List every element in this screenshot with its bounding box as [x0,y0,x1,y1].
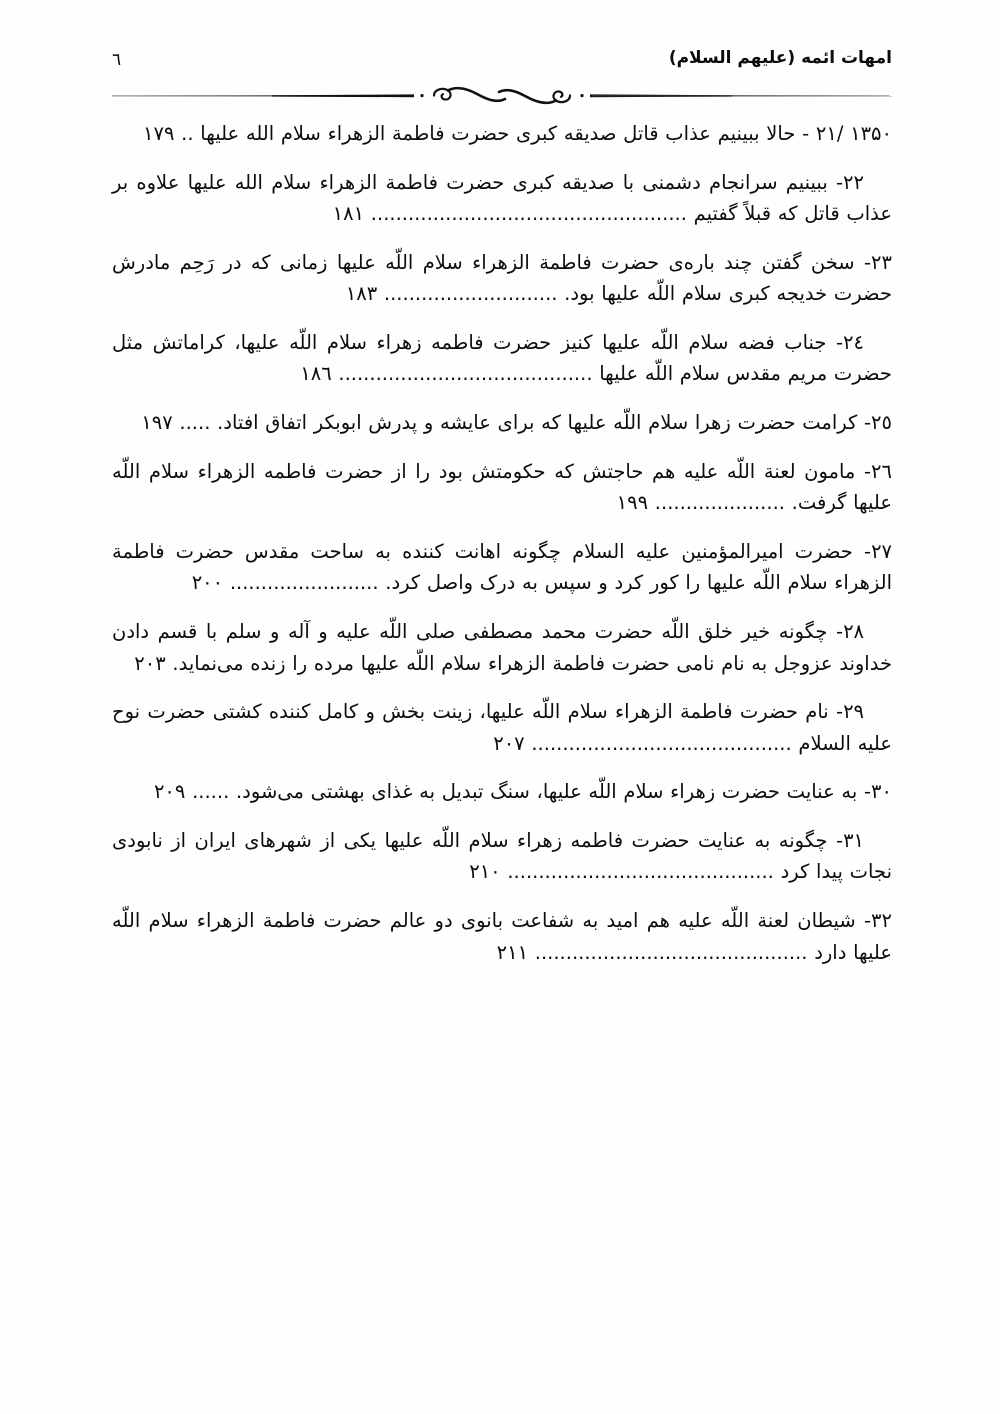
toc-dot-leader: ...... [192,780,230,804]
toc-dot-leader: ................................................... [370,202,687,226]
toc-entry-number: ۲٥- [864,411,892,435]
toc-page-number: ۱۹۷ [141,411,173,435]
toc-entry-title: شیطان لعنة اللّه علیه هم امید به شفاعت بانوی دو عالم حضرت فاطمة الزهراء سلام اللّه علیها دارد [112,908,892,964]
toc-entry[interactable] [112,905,892,968]
toc-entry[interactable] [112,118,892,150]
toc-entry-number: ۲۸- [836,619,865,643]
toc-entry-number: ۳۱- [836,828,865,852]
toc-page-number: ۲۰۰ [191,571,224,595]
toc-entry-number: ۲۷- [864,539,893,563]
toc-list [112,118,892,985]
toc-dot-leader: ..................... [654,491,785,515]
toc-dot-leader: .......................................... [531,731,792,755]
toc-entry-title: ببینیم سرانجام دشمنی با صدیقه کبری حضرت فاطمة الزهراء سلام الله علیها علاوه بر عذاب قاتل که قبلاً گفتیم [112,170,892,226]
toc-entry[interactable] [112,456,892,519]
toc-entry[interactable] [112,696,892,759]
toc-entry[interactable] [112,327,892,390]
toc-entry[interactable] [112,407,892,439]
toc-entry-number: ۲۹- [836,700,865,724]
toc-entry[interactable] [112,536,892,599]
toc-page-number: ۱۹۹ [616,491,649,515]
toc-entry-number: ۳۲- [864,908,892,932]
toc-entry-number: ۲۲- [836,170,864,194]
toc-entry-title: جناب فضه سلام اللّه علیها کنیز حضرت فاطمه زهراء سلام اللّه علیها، کراماتش مثل حضرت مریم مقدس سلام اللّه علیها [112,330,892,386]
toc-page-number: ۱۸۳ [345,282,378,306]
toc-entry-title: کرامت حضرت زهرا سلام اللّه علیها که برای عایشه و پدرش ابوبکر اتفاق افتاد. [217,411,858,435]
toc-dot-leader: .. [181,122,194,145]
toc-entry-title: حضرت امیرالمؤمنین علیه السلام چگونه اهانت کننده به ساحت مقدس حضرت فاطمة الزهراء سلام اللّه علیها را کور کرد و سپس به درک واصل کرد. [112,539,892,595]
toc-entry-number: ۲۳- [864,250,892,274]
toc-dot-leader: ............................................ [534,940,808,964]
toc-page-number: ۲۰۳ [134,651,166,675]
toc-entry-title: نام حضرت فاطمة الزهراء سلام اللّه علیها، زینت بخش و کامل کننده کشتی حضرت نوح علیه السلام [112,700,892,755]
toc-entry[interactable] [112,825,892,888]
toc-page-number: ۱۸٦ [300,362,332,386]
toc-entry-number: ۲٦- [864,459,892,483]
toc-dot-leader: ......................................... [338,362,593,386]
toc-page-number: ۱۷۹ [143,122,175,145]
toc-entry[interactable] [112,167,892,230]
toc-dot-leader: ........................................... [507,860,774,884]
toc-entry-number: ۱۳۵۰ /۲۱ - [802,122,892,145]
page-header [112,48,892,82]
ornamental-divider-icon [112,82,892,108]
toc-page-number: ۱۸۱ [332,202,365,226]
page-folio-number: ٦ [112,50,122,70]
toc-page-number: ۲۱۰ [469,860,501,884]
toc-entry[interactable] [112,776,892,808]
toc-entry-number: ۲٤- [836,330,864,354]
toc-page-number: ۲۱۱ [496,940,529,964]
toc-page-number: ۲۰۷ [493,731,525,755]
toc-dot-leader: ............................ [383,282,558,306]
toc-page-number: ۲۰۹ [153,780,186,804]
toc-entry-title: سخن گفتن چند بارەی حضرت فاطمة الزهراء سلام اللّه علیها زمانی که در رَحِم مادرش حضرت خدیجه کبری سلام اللّه علیها بود. [112,250,892,306]
toc-entry[interactable] [112,616,892,679]
running-head-title: امهات ائمه (علیهم السلام) [668,48,892,68]
toc-entry-title: چگونه به عنایت حضرت فاطمه زهراء سلام اللّه علیها یکی از شهرهای ایران از نابودی نجات پیدا کرد [112,828,892,884]
toc-dot-leader: ..... [179,411,211,435]
toc-entry-title: چگونه خیر خلق اللّه حضرت محمد مصطفی صلی اللّه علیه و آله و سلم با قسم دادن خداوند عزوجل به نام نامی حضرت فاطمة الزهراء سلام اللّه علیها مرده را زنده می‌نماید. [112,619,892,675]
toc-entry-number: ۳۰- [864,780,892,804]
toc-entry-title: به عنایت حضرت زهراء سلام اللّه علیها، سنگ تبدیل به غذای بهشتی می‌شود. [235,780,858,804]
toc-dot-leader: ........................ [229,571,379,595]
toc-entry-title: مامون لعنة اللّه علیه هم حاجتش که حکومتش بود را از حضرت فاطمه الزهراء سلام اللّه علیها گرفت. [112,459,892,515]
toc-entry-title: حالا ببینیم عذاب قاتل صدیقه کبری حضرت فاطمة الزهراء سلام الله علیها [200,122,796,145]
toc-entry[interactable] [112,247,892,310]
